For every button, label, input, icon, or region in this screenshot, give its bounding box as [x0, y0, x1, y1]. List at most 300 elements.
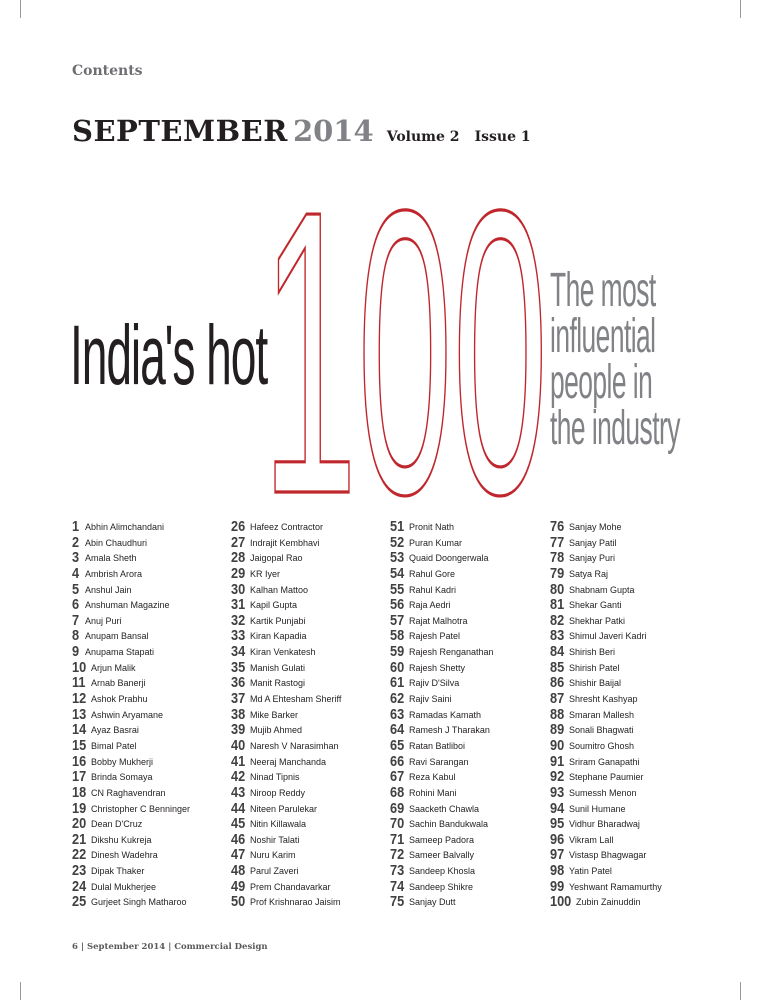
issue-year: 2014: [292, 114, 374, 148]
list-item-rank: 40: [231, 736, 246, 754]
list-item: [390, 643, 550, 659]
list-item-name: Kartik Punjabi: [250, 615, 306, 626]
list-item-rank: 12: [72, 690, 87, 708]
list-item-rank: 22: [72, 846, 87, 864]
list-item-rank: 9: [72, 643, 80, 661]
footer-separator: |: [80, 942, 87, 952]
list-item-rank: 77: [550, 533, 565, 551]
list-item: [231, 627, 391, 643]
list-item-name: Bobby Mukherji: [91, 756, 154, 767]
list-item-rank: 44: [231, 799, 246, 817]
list-item-rank: 50: [231, 893, 246, 911]
list-item-name: Anuj Puri: [85, 615, 122, 626]
list-item-name: Noshir Talati: [250, 834, 300, 845]
list-item-rank: 87: [550, 690, 565, 708]
list-item: [231, 534, 391, 550]
list-item-rank: 64: [390, 721, 405, 739]
list-item: [72, 581, 232, 597]
list-item: [390, 893, 550, 909]
list-item: [390, 878, 550, 894]
list-item: [390, 518, 550, 534]
list-item-name: Vikram Lall: [569, 834, 614, 845]
list-item: [72, 565, 232, 581]
list-item-rank: 47: [231, 846, 246, 864]
list-item-rank: 1: [72, 518, 80, 535]
list-item-name: Anshuman Magazine: [85, 600, 170, 611]
list-item: [390, 784, 550, 800]
list-item: [550, 753, 710, 769]
list-item: [72, 721, 232, 737]
list-item-name: Niteen Parulekar: [250, 803, 318, 814]
feature-number-text: 100: [262, 196, 548, 498]
list-item-rank: 53: [390, 549, 405, 567]
list-item-rank: 89: [550, 721, 565, 739]
list-item-name: KR Iyer: [250, 568, 281, 579]
list-item: [550, 581, 710, 597]
list-item-name: Sanjay Mohe: [569, 522, 622, 532]
list-item-rank: 54: [390, 564, 405, 582]
list-item-name: Zubin Zainuddin: [576, 897, 641, 908]
list-item: [231, 706, 391, 722]
list-item-name: Ashok Prabhu: [91, 694, 148, 705]
list-item-rank: 14: [72, 721, 87, 739]
list-item: [72, 893, 232, 909]
list-item-name: Sandeep Shikre: [409, 881, 474, 892]
tagline-line: the industry: [550, 402, 680, 455]
list-item-rank: 11: [72, 674, 86, 692]
list-item-rank: 82: [550, 611, 565, 629]
issue-month: SEPTEMBER: [72, 114, 288, 148]
list-item: [390, 596, 550, 612]
list-item-rank: 51: [390, 518, 405, 535]
list-item: [550, 549, 710, 565]
list-item: [390, 815, 550, 831]
list-item-name: Amala Sheth: [85, 553, 137, 564]
list-item-name: Neeraj Manchanda: [250, 756, 327, 767]
list-item-rank: 19: [72, 799, 87, 817]
list-item-rank: 79: [550, 564, 565, 582]
list-item: [231, 753, 391, 769]
list-item-rank: 37: [231, 690, 246, 708]
list-item-rank: 84: [550, 643, 565, 661]
list-item-rank: 34: [231, 643, 246, 661]
list-item-rank: 2: [72, 533, 80, 551]
list-item-name: Jaigopal Rao: [250, 553, 303, 564]
list-item-name: Prof Krishnarao Jaisim: [250, 897, 341, 908]
list-item-name: Kalhan Mattoo: [250, 584, 309, 595]
list-item-rank: 76: [550, 518, 565, 535]
issue-volume: Volume 2: [386, 129, 460, 145]
list-item-name: Sachin Bandukwala: [409, 819, 489, 830]
list-item-name: Kiran Kapadia: [250, 631, 307, 642]
list-item-name: Ayaz Basrai: [91, 725, 139, 736]
list-item-rank: 94: [550, 799, 565, 817]
list-item-rank: 20: [72, 815, 87, 833]
list-item-name: Manish Gulati: [250, 662, 306, 673]
list-item-rank: 15: [72, 736, 87, 754]
list-item-rank: 83: [550, 627, 565, 645]
list-item-rank: 75: [390, 893, 405, 911]
list-item-rank: 27: [231, 533, 246, 551]
list-item-name: Ramadas Kamath: [409, 709, 482, 720]
list-item-rank: 97: [550, 846, 565, 864]
list-item-name: Abhin Alimchandani: [85, 522, 165, 532]
list-item: [390, 753, 550, 769]
list-item-rank: 80: [550, 580, 565, 598]
feature-headline: India's hot: [70, 308, 268, 402]
list-item-name: Naresh V Narasimhan: [250, 740, 339, 751]
list-item-name: Niroop Reddy: [250, 787, 306, 798]
list-item-rank: 5: [72, 580, 80, 598]
list-item: [231, 893, 391, 909]
list-item-rank: 72: [390, 846, 405, 864]
list-item: [231, 659, 391, 675]
list-item-name: Stephane Paumier: [569, 772, 644, 783]
list-item-name: Sanjay Dutt: [409, 897, 456, 908]
list-item: [390, 831, 550, 847]
list-item-name: Md A Ehtesham Sheriff: [250, 694, 342, 705]
list-item-name: Sandeep Khosla: [409, 866, 476, 877]
list-item-rank: 86: [550, 674, 565, 692]
list-item-name: Sanjay Puri: [569, 553, 616, 564]
list-item-name: Yeshwant Ramamurthy: [569, 881, 662, 892]
list-item-rank: 69: [390, 799, 405, 817]
list-item-rank: 60: [390, 658, 405, 676]
list-item: [72, 737, 232, 753]
list-item-rank: 81: [550, 596, 565, 614]
list-item-name: Rajesh Shetty: [409, 662, 466, 673]
list-item-rank: 90: [550, 736, 565, 754]
list-item: [72, 518, 232, 534]
list-item: [550, 815, 710, 831]
list-item-name: Nitin Killawala: [250, 819, 307, 830]
list-item-rank: 31: [231, 596, 246, 614]
list-item-name: Indrajit Kembhavi: [250, 537, 320, 548]
list-item: [72, 643, 232, 659]
list-item-name: Kapil Gupta: [250, 600, 298, 611]
list-item-rank: 21: [72, 830, 87, 848]
list-item-name: Arnab Banerji: [91, 678, 146, 689]
list-item: [72, 846, 232, 862]
list-item: [550, 565, 710, 581]
list-item: [390, 800, 550, 816]
list-item: [72, 690, 232, 706]
list-item-name: Sunil Humane: [569, 803, 626, 814]
list-item: [550, 800, 710, 816]
list-item: [72, 815, 232, 831]
list-item-rank: 28: [231, 549, 246, 567]
list-column-3: [390, 518, 550, 909]
list-item-rank: 49: [231, 877, 246, 895]
list-item-name: Rajesh Renganathan: [409, 647, 494, 658]
list-item-name: Shekhar Patki: [569, 615, 626, 626]
list-item: [231, 690, 391, 706]
list-item-name: Rajiv D'Silva: [409, 678, 460, 689]
list-item-rank: 43: [231, 783, 246, 801]
list-column-2: [231, 518, 391, 909]
list-item: [390, 659, 550, 675]
list-item-name: Anshul Jain: [85, 584, 132, 595]
list-item-name: Brinda Somaya: [91, 772, 153, 783]
list-item-rank: 39: [231, 721, 246, 739]
list-item-rank: 3: [72, 549, 80, 567]
section-label: Contents: [72, 63, 143, 79]
list-item-name: Reza Kabul: [409, 772, 456, 783]
footer-publication: Commercial Design: [174, 942, 268, 952]
list-item-name: Ashwin Aryamane: [91, 709, 164, 720]
list-item-name: Rohini Mani: [409, 787, 457, 798]
list-item-name: Vistasp Bhagwagar: [569, 850, 647, 861]
list-item-rank: 73: [390, 862, 405, 880]
list-item: [390, 627, 550, 643]
list-item: [550, 721, 710, 737]
list-item: [231, 862, 391, 878]
list-item-name: Sonali Bhagwati: [569, 725, 634, 736]
list-item-rank: 92: [550, 768, 565, 786]
list-item: [390, 674, 550, 690]
list-item: [231, 596, 391, 612]
list-item: [231, 815, 391, 831]
list-item: [231, 737, 391, 753]
list-item: [390, 768, 550, 784]
list-item-rank: 56: [390, 596, 405, 614]
list-item: [550, 706, 710, 722]
list-item-name: Gurjeet Singh Matharoo: [91, 897, 187, 908]
list-item-name: Rahul Gore: [409, 568, 456, 579]
crop-mark: [20, 982, 21, 1000]
list-item: [72, 753, 232, 769]
list-item-rank: 62: [390, 690, 405, 708]
list-item: [550, 862, 710, 878]
list-item-rank: 71: [390, 830, 405, 848]
list-item-name: Shishir Baijal: [569, 678, 622, 689]
list-item-rank: 88: [550, 705, 565, 723]
list-item: [550, 518, 710, 534]
list-item: [390, 706, 550, 722]
list-item-name: Ambrish Arora: [85, 568, 143, 579]
list-item-rank: 85: [550, 658, 565, 676]
list-item-name: Shabnam Gupta: [569, 584, 635, 595]
list-item-name: Kiran Venkatesh: [250, 647, 316, 658]
crop-mark: [740, 982, 741, 1000]
list-item: [72, 534, 232, 550]
list-item-name: Sriram Ganapathi: [569, 756, 640, 767]
list-item: [550, 627, 710, 643]
list-item-name: Parul Zaveri: [250, 866, 299, 877]
list-item-name: Satya Raj: [569, 568, 609, 579]
list-item-name: Nuru Karim: [250, 850, 296, 861]
list-item-rank: 96: [550, 830, 565, 848]
issue-number: Issue 1: [474, 129, 531, 145]
list-item-rank: 67: [390, 768, 405, 786]
list-item: [390, 549, 550, 565]
list-item-name: Anupam Bansal: [85, 631, 149, 642]
list-item: [550, 768, 710, 784]
list-item: [72, 878, 232, 894]
list-item-rank: 24: [72, 877, 87, 895]
feature-tagline: [550, 264, 680, 455]
list-item-rank: 4: [72, 564, 80, 582]
list-item-name: Bimal Patel: [91, 740, 137, 751]
list-item: [550, 690, 710, 706]
footer-date: September 2014: [86, 942, 166, 952]
list-item: [72, 706, 232, 722]
list-item-rank: 36: [231, 674, 246, 692]
list-item-rank: 13: [72, 705, 87, 723]
list-item: [550, 893, 710, 909]
list-item-rank: 48: [231, 862, 246, 880]
list-item: [550, 612, 710, 628]
list-item: [390, 721, 550, 737]
crop-mark: [20, 0, 21, 18]
list-item-name: Pronit Nath: [409, 522, 455, 532]
list-item-name: Ninad Tipnis: [250, 772, 300, 783]
list-item: [550, 846, 710, 862]
list-item-name: Ratan Batliboi: [409, 740, 466, 751]
list-item-name: Shekar Ganti: [569, 600, 622, 611]
list-item-rank: 68: [390, 783, 405, 801]
list-item-rank: 57: [390, 611, 405, 629]
list-item-name: Raja Aedri: [409, 600, 451, 611]
list-item-name: Mike Barker: [250, 709, 299, 720]
list-item-name: Ravi Sarangan: [409, 756, 469, 767]
list-item-rank: 23: [72, 862, 87, 880]
list-item: [231, 768, 391, 784]
list-item-name: Sumessh Menon: [569, 787, 637, 798]
list-item-name: Yatin Patel: [569, 866, 612, 877]
list-item-rank: 55: [390, 580, 405, 598]
list-item-rank: 46: [231, 830, 246, 848]
list-item-name: Christopher C Benninger: [91, 803, 191, 814]
list-item-rank: 61: [390, 674, 405, 692]
list-item-rank: 32: [231, 611, 246, 629]
list-item-rank: 63: [390, 705, 405, 723]
list-item: [231, 518, 391, 534]
list-item-rank: 52: [390, 533, 405, 551]
list-item-name: Dean D'Cruz: [91, 819, 143, 830]
list-item-name: Rahul Kadri: [409, 584, 457, 595]
list-item-rank: 8: [72, 627, 80, 645]
list-item-name: Quaid Doongerwala: [409, 553, 489, 564]
list-item-name: Mujib Ahmed: [250, 725, 303, 736]
list-item-name: Dikshu Kukreja: [91, 834, 152, 845]
list-item: [550, 643, 710, 659]
list-item-name: Shresht Kashyap: [569, 694, 638, 705]
list-item-name: Manit Rastogi: [250, 678, 306, 689]
list-item-name: Abin Chaudhuri: [85, 537, 148, 548]
list-item-rank: 7: [72, 611, 80, 629]
list-item-name: Hafeez Contractor: [250, 522, 324, 532]
list-item: [390, 581, 550, 597]
list-item: [72, 549, 232, 565]
list-item-rank: 95: [550, 815, 565, 833]
list-item: [72, 659, 232, 675]
list-item: [550, 784, 710, 800]
list-item: [390, 690, 550, 706]
list-item-name: Sameer Balvally: [409, 850, 475, 861]
list-item-rank: 33: [231, 627, 246, 645]
list-item-rank: 45: [231, 815, 246, 833]
list-item-name: Vidhur Bharadwaj: [569, 819, 640, 830]
list-item: [390, 612, 550, 628]
list-item-name: Prem Chandavarkar: [250, 881, 331, 892]
list-item-rank: 91: [550, 752, 565, 770]
list-item: [72, 831, 232, 847]
list-item-rank: 6: [72, 596, 80, 614]
list-item-name: Dipak Thaker: [91, 866, 145, 877]
list-item: [550, 659, 710, 675]
list-item-rank: 29: [231, 564, 246, 582]
list-item: [390, 534, 550, 550]
list-item-name: Soumitro Ghosh: [569, 740, 635, 751]
list-item-name: Shirish Patel: [569, 662, 620, 673]
list-item: [231, 549, 391, 565]
list-item-name: Ramesh J Tharakan: [409, 725, 490, 736]
tagline-line: people in: [550, 356, 653, 409]
list-item: [231, 800, 391, 816]
list-item: [231, 878, 391, 894]
list-item-rank: 70: [390, 815, 405, 833]
list-item: [72, 862, 232, 878]
list-item: [72, 596, 232, 612]
list-item-name: Arjun Malik: [91, 662, 136, 673]
list-item-name: Anupama Stapati: [85, 647, 155, 658]
list-item-rank: 16: [72, 752, 87, 770]
list-item-rank: 41: [231, 752, 246, 770]
list-item: [72, 768, 232, 784]
list-item: [550, 737, 710, 753]
list-item: [390, 737, 550, 753]
list-item: [550, 878, 710, 894]
list-item: [550, 674, 710, 690]
list-item: [72, 784, 232, 800]
list-item: [390, 565, 550, 581]
list-item-name: Rajat Malhotra: [409, 615, 468, 626]
list-item: [231, 846, 391, 862]
list-item-rank: 100: [550, 893, 572, 911]
list-item: [550, 534, 710, 550]
list-column-4: [550, 518, 710, 909]
list-item-name: Puran Kumar: [409, 537, 463, 548]
list-item-name: Sanjay Patil: [569, 537, 617, 548]
list-item: [390, 846, 550, 862]
crop-mark: [740, 0, 741, 18]
list-item-rank: 38: [231, 705, 246, 723]
list-item-rank: 25: [72, 893, 87, 911]
feature-number-100: [262, 196, 552, 498]
tagline-line: influential: [550, 310, 656, 363]
list-item: [72, 627, 232, 643]
list-item-name: Saacketh Chawla: [409, 803, 480, 814]
list-item: [231, 612, 391, 628]
tagline-line: The most: [550, 264, 656, 317]
list-item-name: Smaran Mallesh: [569, 709, 635, 720]
list-item-name: Rajesh Patel: [409, 631, 461, 642]
footer-page-number: 6: [72, 942, 78, 952]
list-item-rank: 59: [390, 643, 405, 661]
list-item-rank: 58: [390, 627, 405, 645]
list-item: [231, 674, 391, 690]
list-item-rank: 18: [72, 783, 87, 801]
list-item: [550, 831, 710, 847]
list-item-name: Sameep Padora: [409, 834, 475, 845]
list-item: [231, 643, 391, 659]
list-item: [72, 800, 232, 816]
list-item-rank: 10: [72, 658, 87, 676]
list-item-rank: 98: [550, 862, 565, 880]
list-item-rank: 99: [550, 877, 565, 895]
list-item-rank: 65: [390, 736, 405, 754]
